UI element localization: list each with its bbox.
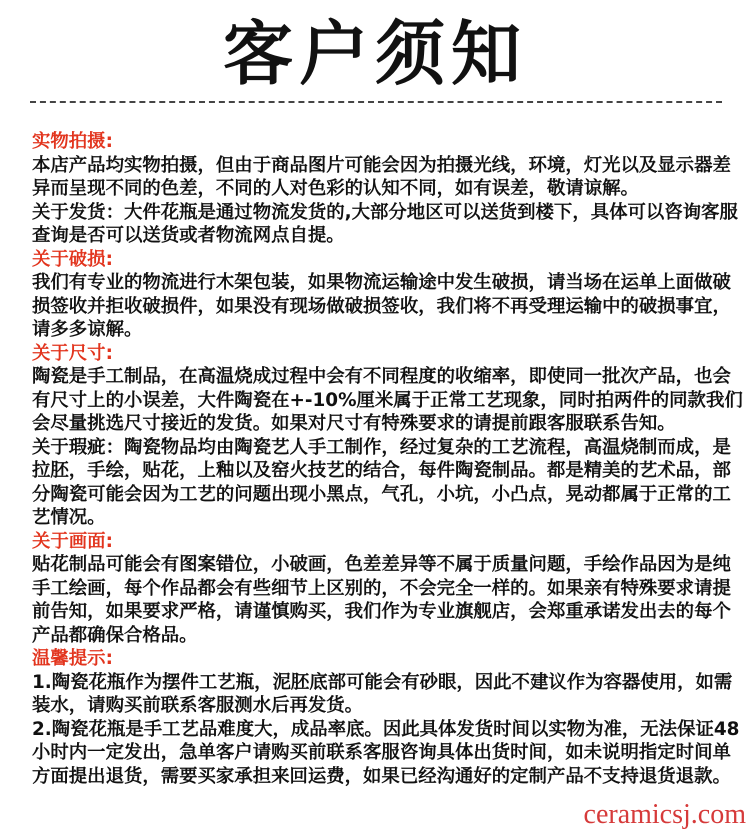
section-text-line: 关于瑕疵：陶瓷物品均由陶瓷艺人手工制作，经过复杂的工艺流程，高温烧制而成，是 [32,436,731,458]
section-heading: 实物拍摄: [32,131,113,152]
notice-content [32,130,743,788]
section-text-line: 有尺寸上的小误差，大件陶瓷在+-10%厘米属于正常工艺现象，同时拍两件的同款我们 [32,389,743,411]
notice-section [32,248,732,342]
section-text-line: 会尽量挑选尺寸接近的发货。如果对尺寸有特殊要求的请提前跟客服联系告知。 [32,413,676,434]
notice-section [32,647,740,788]
section-text-line: 我们有专业的物流进行木架包装，如果物流运输途中发生破损，请当场在运单上面做破 [32,272,731,293]
section-text-line: 1.陶瓷花瓶作为摆件工艺瓶，泥胚底部可能会有砂眼，因此不建议作为容器使用，如需 [32,671,733,693]
page-title: 客户须知 [223,13,527,95]
section-text-line: 前告知，如果要求严格，请谨慎购买，我们作为专业旗舰店，会郑重承诺发出去的每个 [32,601,731,622]
notice-section [32,130,738,248]
section-heading: 温馨提示: [32,648,113,669]
section-text-line: 拉胚，手绘，贴花，上釉以及窑火技艺的结合，每件陶瓷制品。都是精美的艺术品，部 [32,460,731,481]
section-text-line: 损签收并拒收破损件，如果没有现场做破损签收，我们将不再受理运输中的破损事宜， [32,295,731,317]
section-text-line: 异而呈现不同的色差，不同的人对色彩的认知不同，如有误差，敬请谅解。 [32,178,639,199]
section-text-line: 陶瓷是手工制品，在高温烧成过程中会有不同程度的收缩率，即使同一批次产品，也会 [32,366,731,387]
section-heading: 关于破损: [32,248,113,270]
section-text-line: 请多多谅解。 [32,319,143,340]
section-heading: 关于尺寸: [32,342,113,364]
notice-section [32,530,732,648]
notice-section [32,342,743,530]
dashed-divider [30,101,722,103]
section-text-line: 分陶瓷可能会因为工艺的问题出现小黑点，气孔，小坑，小凸点，晃动都属于正常的工 [32,483,731,505]
section-text-line: 贴花制品可能会有图案错位，小破画，色差差异等不属于质量问题，手绘作品因为是纯 [32,554,731,575]
watermark: ceramicsj.com [583,799,746,830]
section-text-line: 装水，请购买前联系客服测水后再发货。 [32,695,364,716]
section-heading: 关于画面: [32,530,113,552]
section-text-line: 关于发货：大件花瓶是通过物流发货的,大部分地区可以送货到楼下，具体可以咨询客服 [32,201,738,223]
section-text-line: 产品都确保合格品。 [32,624,198,646]
section-text-line: 手工绘画，每个作品都会有些细节上区别的，不会完全一样的。如果亲有特殊要求请提 [32,577,731,599]
section-text-line: 小时内一定发出，急单客户请购买前联系客服咨询具体出货时间，如未说明指定时间单 [32,742,731,763]
section-text-line: 方面提出退货，需要买家承担来回运费，如果已经沟通好的定制产品不支持退货退款。 [32,765,731,787]
section-text-line: 本店产品均实物拍摄，但由于商品图片可能会因为拍摄光线，环境，灯光以及显示器差 [32,154,731,176]
section-text-line: 查询是否可以送货或者物流网点自提。 [32,225,345,246]
section-text-line: 艺情况。 [32,507,106,528]
section-text-line: 2.陶瓷花瓶是手工艺品难度大，成品率底。因此具体发货时间以实物为准，无法保证48 [32,718,740,740]
